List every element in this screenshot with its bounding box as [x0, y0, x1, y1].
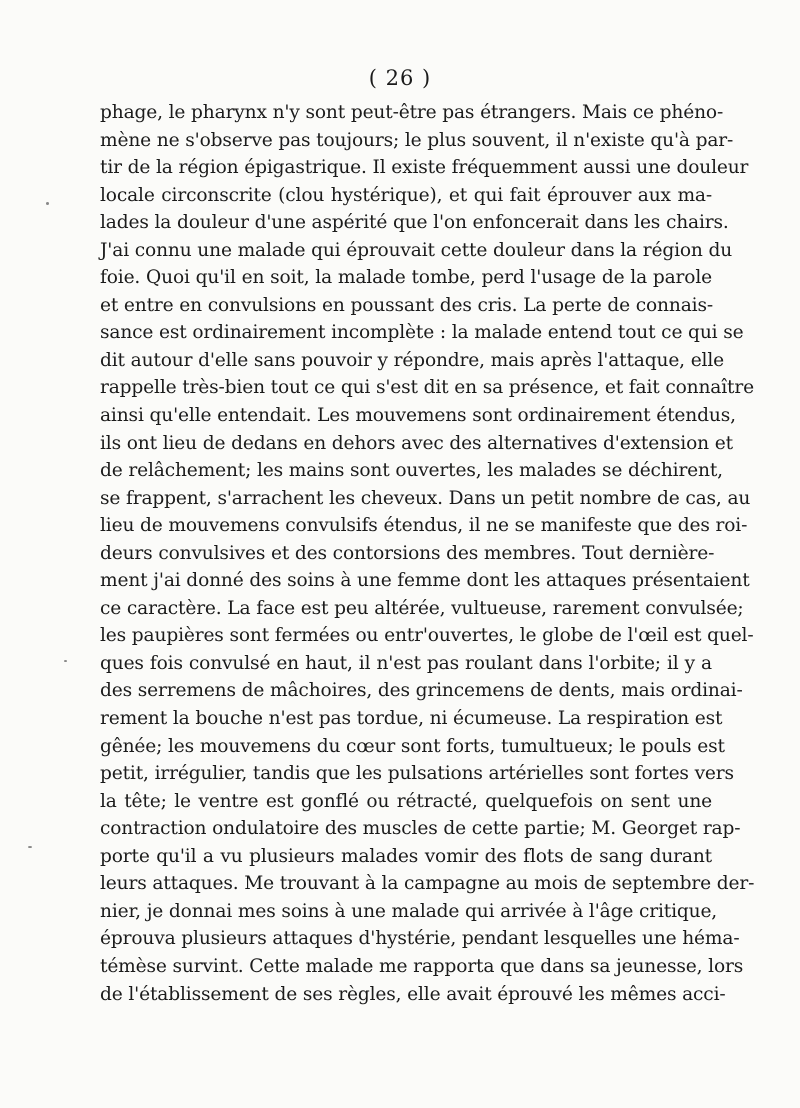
page-number: ( 26 )	[368, 66, 432, 90]
text-line: porte qu'il a vu plusieurs malades vomir des flots de sang durant	[100, 845, 712, 867]
paper-speck	[64, 660, 67, 662]
text-line: ils ont lieu de dedans en dehors avec des alternatives d'extension et	[100, 432, 733, 454]
text-line: éprouva plusieurs attaques d'hystérie, pendant lesquelles une héma-	[100, 928, 740, 950]
body-text	[100, 99, 755, 1008]
paper-speck	[46, 202, 49, 205]
text-line: ment j'ai donné des soins à une femme dont les attaques présentaient	[100, 570, 750, 592]
text-line: de relâchement; les mains sont ouvertes, les malades se déchirent,	[100, 460, 723, 482]
text-line: lades la douleur d'une aspérité que l'on enfoncerait dans les chairs.	[100, 212, 729, 234]
text-line: et entre en convulsions en poussant des cris. La perte de connais-	[100, 294, 713, 316]
text-line: ce caractère. La face est peu altérée, vultueuse, rarement convulsée;	[100, 597, 744, 619]
text-line: la tête; le ventre est gonflé ou rétracté, quelquefois on sent une	[100, 790, 712, 812]
text-line: témèse survint. Cette malade me rapporta que dans sa jeunesse, lors	[100, 955, 744, 977]
text-line: J'ai connu une malade qui éprouvait cette douleur dans la région du	[100, 239, 733, 261]
text-line: de l'établissement de ses règles, elle avait éprouvé les mêmes acci-	[100, 983, 726, 1005]
text-line: des serremens de mâchoires, des grincemens de dents, mais ordinai-	[100, 680, 743, 702]
text-line: lieu de mouvemens convulsifs étendus, il ne se manifeste que des roi-	[100, 515, 748, 537]
text-line: locale circonscrite (clou hystérique), et qui fait éprouver aux ma-	[100, 184, 712, 206]
text-line: gênée; les mouvemens du cœur sont forts, tumultueux; le pouls est	[100, 735, 725, 757]
paper-speck	[28, 846, 32, 848]
text-line: sance est ordinairement incomplète : la malade entend tout ce qui se	[100, 322, 744, 344]
text-line: dit autour d'elle sans pouvoir y répondre, mais après l'attaque, elle	[100, 349, 724, 371]
text-line: phage, le pharynx n'y sont peut-être pas étrangers. Mais ce phéno-	[100, 102, 724, 123]
text-line: contraction ondulatoire des muscles de cette partie; M. Georget rap-	[100, 818, 741, 840]
text-line: rement la bouche n'est pas tordue, ni écumeuse. La respiration est	[100, 708, 723, 730]
text-line: petit, irrégulier, tandis que les pulsations artérielles sont fortes vers	[100, 763, 734, 785]
text-line: ques fois convulsé en haut, il n'est pas roulant dans l'orbite; il y a	[100, 652, 712, 674]
text-line: ainsi qu'elle entendait. Les mouvemens sont ordinairement étendus,	[100, 405, 736, 427]
text-line: rappelle très-bien tout ce qui s'est dit en sa présence, et fait connaître	[100, 377, 754, 399]
text-line: se frappent, s'arrachent les cheveux. Dans un petit nombre de cas, au	[100, 487, 751, 509]
text-line: nier, je donnai mes soins à une malade qui arrivée à l'âge critique,	[100, 900, 718, 922]
text-line: tir de la région épigastrique. Il existe fréquemment aussi une douleur	[100, 157, 749, 179]
text-line: leurs attaques. Me trouvant à la campagne au mois de septembre der-	[100, 873, 755, 895]
text-line: deurs convulsives et des contorsions des membres. Tout dernière-	[100, 542, 715, 564]
text-line: foie. Quoi qu'il en soit, la malade tombe, perd l'usage de la parole	[100, 267, 712, 289]
text-line: mène ne s'observe pas toujours; le plus souvent, il n'existe qu'à par-	[100, 129, 734, 151]
text-line: les paupières sont fermées ou entr'ouvertes, le globe de l'œil est quel-	[100, 625, 754, 647]
